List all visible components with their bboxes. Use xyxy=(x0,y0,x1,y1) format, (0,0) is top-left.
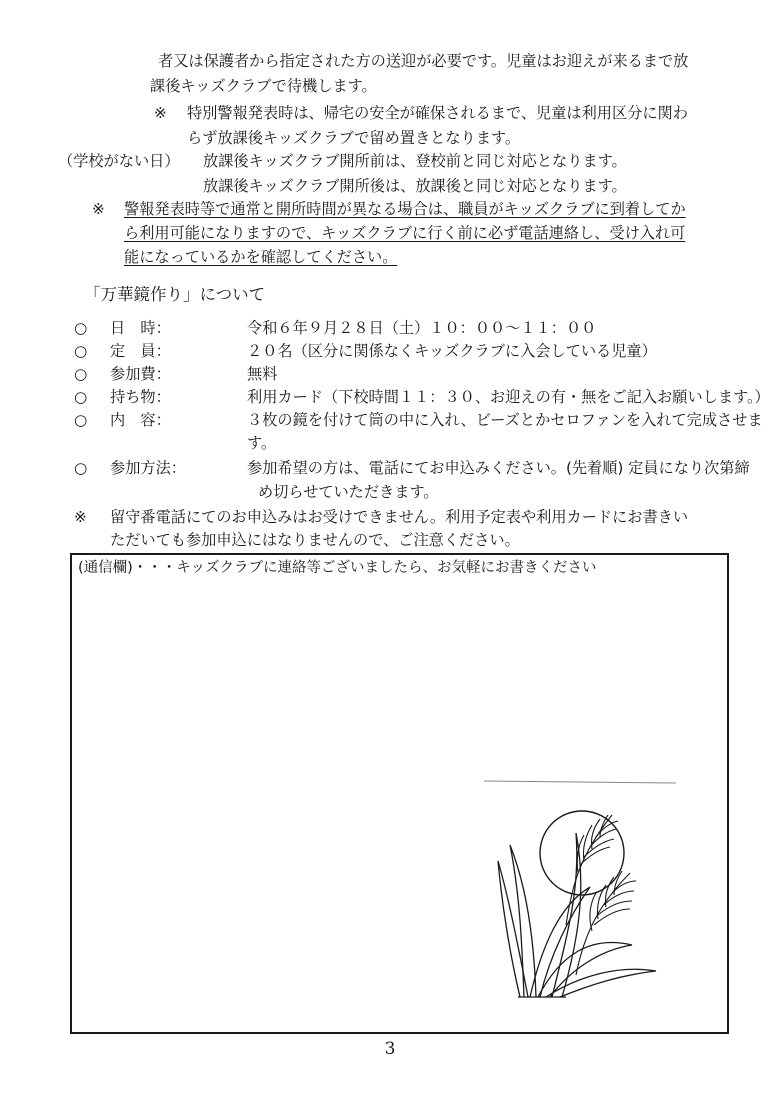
bullet: ○ xyxy=(74,388,88,406)
warning-mark: ※ xyxy=(92,200,105,218)
note-mark: ※ xyxy=(154,104,167,122)
item-label: 参加方法： xyxy=(110,459,186,477)
bullet: ○ xyxy=(74,411,88,429)
item-label: 日 時： xyxy=(110,319,171,337)
item-label: 持ち物： xyxy=(110,388,171,406)
bullet: ○ xyxy=(74,319,88,337)
event-note-line-2: ただいても参加申込にはなりませんので、ご注意ください。 xyxy=(110,531,520,549)
item-label: 定 員： xyxy=(110,342,171,360)
item-label: 参加費： xyxy=(110,365,171,383)
item-value: ２０名（区分に関係なくキッズクラブに入会している児童） xyxy=(247,342,657,360)
event-note-mark: ※ xyxy=(74,508,87,526)
intro-line-2: 課後キッズクラブで待機します。 xyxy=(150,77,377,95)
special-warning-line-2: らず放課後キッズクラブで留め置きとなります。 xyxy=(187,129,521,147)
bullet: ○ xyxy=(74,365,88,383)
communication-label: (通信欄)・・・キッズクラブに連絡等ございましたら、お気軽にお書きください xyxy=(78,560,597,576)
item-value: 令和６年９月２８日（土）１０：００～１１：００ xyxy=(247,319,597,337)
item-value: 無料 xyxy=(247,365,278,383)
no-school-line-2: 放課後キッズクラブ開所後は、放課後と同じ対応となります。 xyxy=(203,177,627,195)
page-number: 3 xyxy=(384,1039,396,1059)
bullet: ○ xyxy=(74,342,88,360)
item-value: 参加希望の方は、電話にてお申込みください。(先着順) 定員になり次第締 xyxy=(247,459,750,477)
special-warning-line-1: 特別警報発表時は、帰宅の安全が確保されるまで、児童は利用区分に関わ xyxy=(187,104,688,122)
item-value-cont: め切らせていただきます。 xyxy=(258,483,439,501)
no-school-line-1: 放課後キッズクラブ開所前は、登校前と同じ対応となります。 xyxy=(203,152,627,170)
event-heading: 「万華鏡作り」について xyxy=(84,285,266,304)
bullet: ○ xyxy=(74,459,88,477)
intro-line-1: 者又は保護者から指定された方の送迎が必要です。児童はお迎えが来るまで放 xyxy=(158,52,689,70)
item-value: 利用カード（下校時間１１：３０、お迎えの有・無をご記入お願いします。） xyxy=(247,388,770,406)
item-value: ３枚の鏡を付けて筒の中に入れ、ビーズとかセロファンを入れて完成させま xyxy=(247,411,763,429)
warning-line-1: 警報発表時等で通常と開所時間が異なる場合は、職員がキッズクラブに到着してか xyxy=(124,200,686,218)
event-note-line-1: 留守番電話にてのお申込みはお受けできません。利用予定表や利用カードにお書きい xyxy=(110,508,689,526)
warning-line-2: ら利用可能になりますので、キッズクラブに行く前に必ず電話連絡し、受け入れ可 xyxy=(124,224,686,242)
susuki-grass-moon-icon xyxy=(480,775,680,1005)
item-value-cont: す。 xyxy=(247,434,277,452)
warning-line-3: 能になっているかを確認してください。 xyxy=(124,248,398,266)
no-school-label: （学校がない日） xyxy=(58,152,180,170)
item-label: 内 容： xyxy=(110,411,171,429)
